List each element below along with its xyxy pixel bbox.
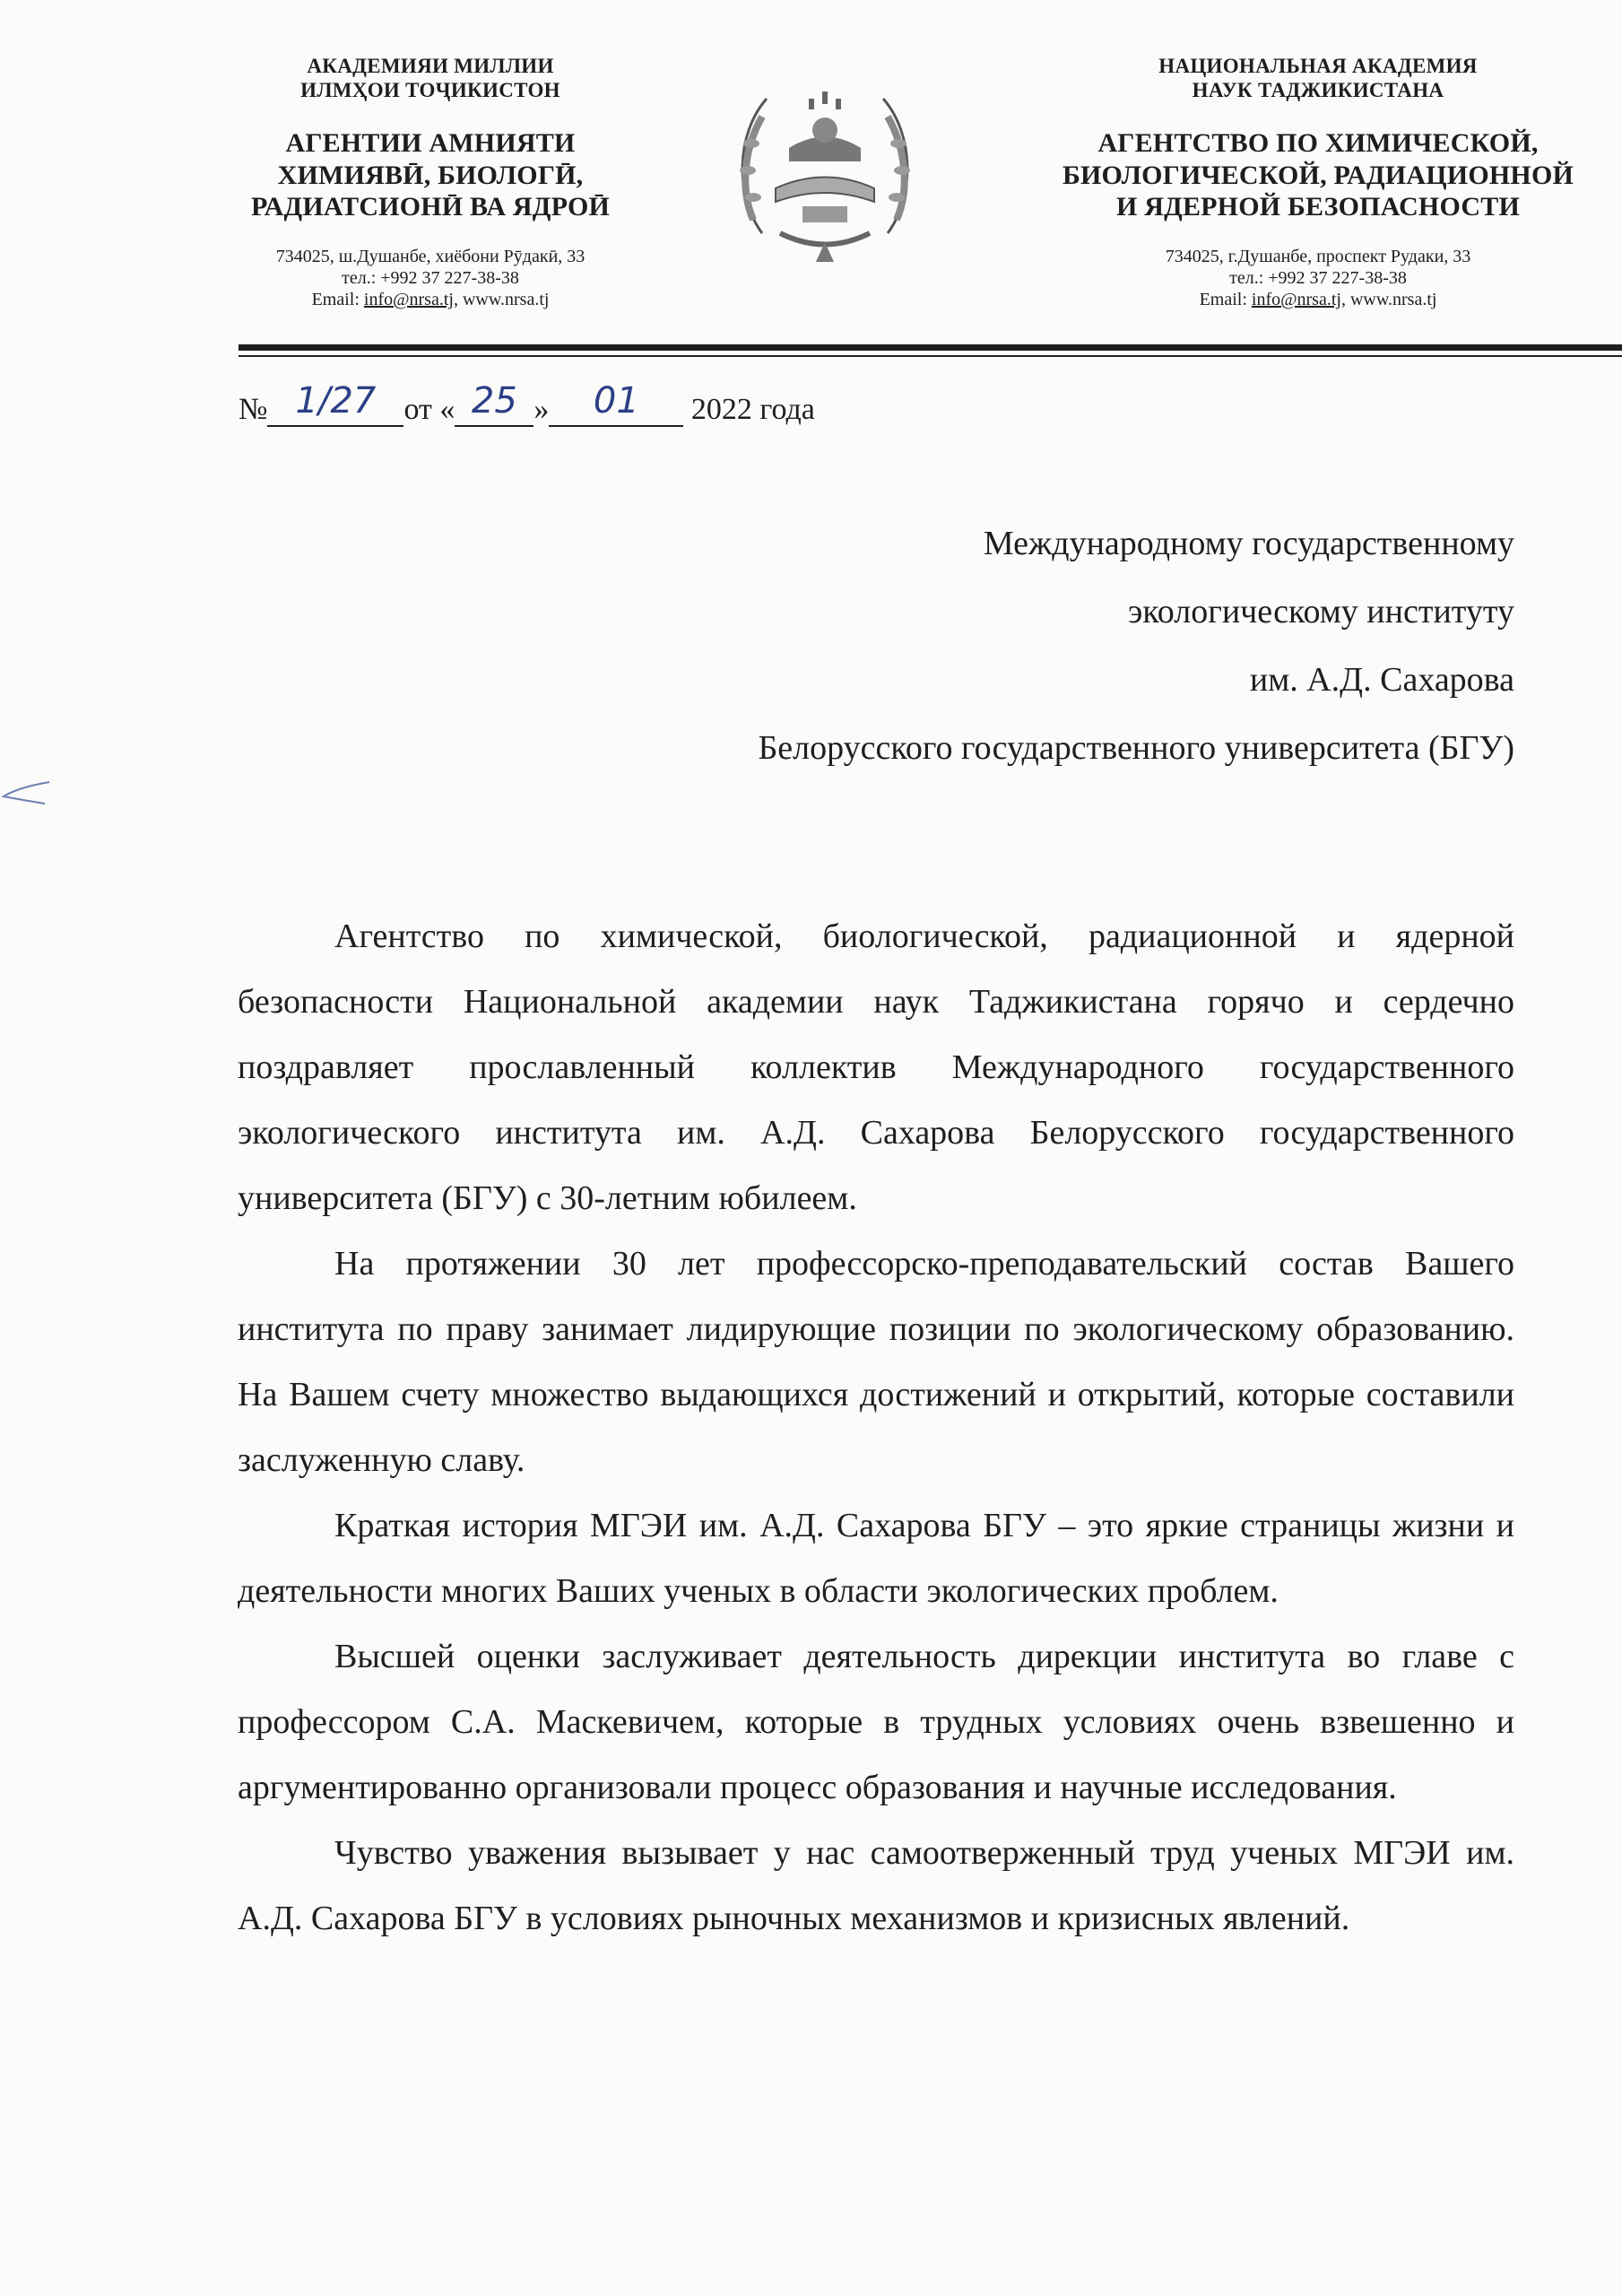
academy-name-tajik: АКАДЕМИЯИ МИЛЛИИ ИЛМҲОИ ТОҶИКИСТОН bbox=[300, 55, 560, 102]
academy-name-russian: НАЦИОНАЛЬНАЯ АКАДЕМИЯ НАУК ТАДЖИКИСТАНА bbox=[1158, 55, 1478, 102]
body-paragraph: Краткая история МГЭИ им. А.Д. Сахарова БГУ – это яркие страницы жизни и деятельности многих Ваших ученых в области экологических проблем. bbox=[238, 1507, 1514, 1610]
handwritten-day: 25 bbox=[471, 380, 517, 422]
letterhead-divider-thin bbox=[239, 355, 1622, 357]
date-month-field bbox=[549, 380, 683, 427]
email-link[interactable]: info@nrsa.tj bbox=[1251, 290, 1341, 310]
body-paragraph: Высшей оценки заслуживает деятельность дирекции института во главе с профессором С.А. Маскевичем, которые в трудных условиях очень взвешенно и аргументированно организовали процесс образования и научные исследования. bbox=[238, 1638, 1514, 1806]
addressee-line: экологическому институту bbox=[1127, 593, 1514, 631]
handwritten-number: 1/27 bbox=[295, 380, 377, 422]
handwritten-month: 01 bbox=[593, 380, 639, 422]
contact-block-russian: 734025, г.Душанбе, проспект Рудаки, 33 тел.: +992 37 227-38-38 Email: info@nrsa.tj, www.nrsa.tj bbox=[1165, 247, 1471, 310]
letter-body bbox=[238, 904, 1514, 1952]
scan-artifact-mark bbox=[0, 778, 54, 805]
body-paragraph: Чувство уважения вызывает у нас самоотверженный труд ученых МГЭИ им. А.Д. Сахарова БГУ в условиях рыночных механизмов и кризисных явлений. bbox=[238, 1834, 1514, 1937]
agency-name-russian: АГЕНТСТВО ПО ХИМИЧЕСКОЙ, БИОЛОГИЧЕСКОЙ, РАДИАЦИОННОЙ И ЯДЕРНОЙ БЕЗОПАСНОСТИ bbox=[1062, 128, 1574, 222]
addressee-line: им. А.Д. Сахарова bbox=[1249, 661, 1514, 699]
addressee-block bbox=[758, 509, 1514, 782]
letterhead-divider-thick bbox=[239, 344, 1622, 351]
addressee-line: Белорусского государственного университета (БГУ) bbox=[758, 729, 1514, 767]
body-paragraph: На протяжении 30 лет профессорско-преподавательский состав Вашего института по праву занимает лидирующие позиции по экологическому образованию. На Вашем счету множество выдающихся достижений и открытий, которые составили заслуженную славу. bbox=[238, 1245, 1514, 1479]
date-day-field bbox=[455, 380, 533, 427]
reference-line: № 1/27 от « 25 » 01 2022 года bbox=[239, 380, 815, 426]
letterhead-left bbox=[224, 54, 637, 310]
contact-block-tajik: 734025, ш.Душанбе, хиёбони Рӯдакӣ, 33 тел.: +992 37 227-38-38 Email: info@nrsa.tj, www.nrsa.tj bbox=[275, 247, 585, 310]
tajikistan-coat-of-arms-icon bbox=[726, 63, 924, 269]
reference-number-field bbox=[267, 380, 403, 427]
agency-name-tajik: АГЕНТИИ АМНИЯТИ ХИМИЯВӢ, БИОЛОГӢ, РАДИАТСИОНӢ ВА ЯДРОӢ bbox=[250, 128, 611, 222]
email-link[interactable]: info@nrsa.tj bbox=[363, 290, 454, 310]
addressee-line: Международному государственному bbox=[983, 525, 1514, 562]
body-paragraph: Агентство по химической, биологической, радиационной и ядерной безопасности Национальной академии наук Таджикистана горячо и сердечно поздравляет прославленный коллектив Международного государственного экологического института им. А.Д. Сахарова Белорусского государственного университета (БГУ) с 30-летним юбилеем. bbox=[238, 918, 1514, 1217]
letterhead-right bbox=[1040, 54, 1596, 310]
